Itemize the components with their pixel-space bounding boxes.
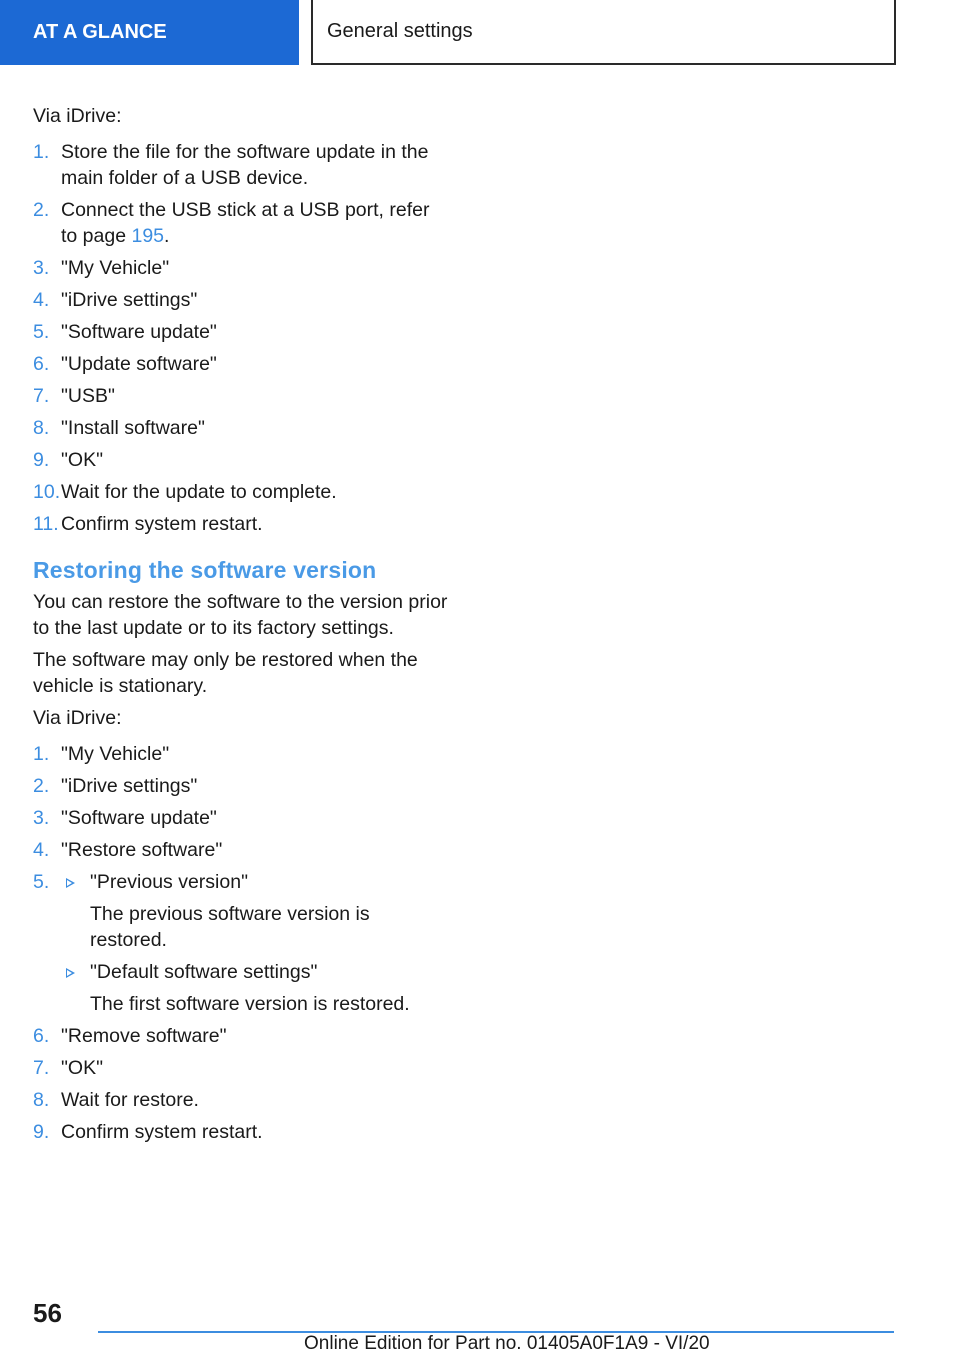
step-number: 9.	[33, 449, 50, 471]
list-item	[33, 741, 449, 767]
step-text: "Software update"	[61, 807, 217, 829]
option-item	[61, 959, 449, 1017]
step-number: 1.	[33, 743, 50, 765]
step-number: 6.	[33, 353, 50, 375]
section-tab	[0, 0, 299, 65]
step-number: 7.	[33, 1057, 50, 1079]
step-text: Confirm system restart.	[61, 513, 263, 535]
footer-edition: Online Edition for Part no. 01405A0F1A9 - VI/20	[304, 1333, 710, 1354]
restore-paragraph: You can restore the software to the version prior to the last update or to its factory settings.	[33, 591, 448, 639]
step-text: "My Vehicle"	[61, 743, 170, 765]
update-steps	[33, 139, 449, 537]
step-number: 3.	[33, 807, 50, 829]
step-number: 10.	[33, 481, 61, 503]
chapter-tab	[311, 0, 896, 65]
step-number: 11.	[33, 513, 59, 535]
step-text: "Remove software"	[61, 1025, 227, 1047]
list-item	[33, 1119, 449, 1145]
step-number: 1.	[33, 141, 50, 163]
list-item	[33, 1023, 449, 1049]
step-number: 4.	[33, 839, 50, 861]
list-item	[33, 1055, 449, 1081]
list-item	[33, 139, 449, 191]
step-text: "USB"	[61, 385, 115, 407]
list-item	[33, 511, 449, 537]
step-text: "OK"	[61, 449, 104, 471]
step-number: 2.	[33, 199, 50, 221]
intro-via-idrive: Via iDrive:	[33, 707, 122, 729]
list-item	[33, 805, 449, 831]
step-number: 9.	[33, 1121, 50, 1143]
list-item	[33, 351, 449, 377]
restore-steps	[33, 741, 449, 1145]
option-item	[61, 869, 449, 953]
restore-paragraph: The software may only be restored when the vehicle is stationary.	[33, 649, 418, 697]
step-text: Store the file for the software update in the main folder of a USB device.	[61, 141, 429, 189]
option-description: The first software version is restored.	[90, 993, 410, 1015]
list-item	[33, 415, 449, 441]
list-item	[33, 319, 449, 345]
step-number: 8.	[33, 417, 50, 439]
step-number: 5.	[33, 871, 50, 893]
list-item	[33, 837, 449, 863]
step-number: 2.	[33, 775, 50, 797]
step-text: "OK"	[61, 1057, 104, 1079]
intro-via-idrive: Via iDrive:	[33, 105, 122, 127]
chapter-title: General settings	[327, 20, 473, 42]
option-description: The previous software version is restored.	[90, 903, 370, 951]
step-text: "Install software"	[61, 417, 205, 439]
list-item	[33, 479, 449, 505]
page-reference-link[interactable]: 195	[131, 225, 165, 247]
step-number: 3.	[33, 257, 50, 279]
list-item	[33, 287, 449, 313]
list-item	[33, 869, 449, 1017]
step-number: 8.	[33, 1089, 50, 1111]
step-text-end: .	[164, 225, 170, 247]
step-text: "My Vehicle"	[61, 257, 170, 279]
list-item	[33, 383, 449, 409]
step-number: 6.	[33, 1025, 50, 1047]
step-text: "Restore software"	[61, 839, 223, 861]
step-text: "iDrive settings"	[61, 289, 198, 311]
step-text: "Update software"	[61, 353, 217, 375]
list-item	[33, 773, 449, 799]
step-text: Confirm system restart.	[61, 1121, 263, 1143]
list-item	[33, 1087, 449, 1113]
restore-options	[61, 869, 449, 1017]
step-number: 4.	[33, 289, 50, 311]
step-text: "iDrive settings"	[61, 775, 198, 797]
restore-heading: Restoring the software version	[33, 557, 377, 583]
option-label: "Previous version"	[90, 871, 248, 893]
step-number: 7.	[33, 385, 50, 407]
triangle-bullet-icon	[66, 878, 75, 888]
step-text: "Software update"	[61, 321, 217, 343]
step-number: 5.	[33, 321, 50, 343]
page-number: 56	[33, 1298, 62, 1328]
list-item	[33, 447, 449, 473]
step-text: Wait for restore.	[61, 1089, 199, 1111]
triangle-bullet-icon	[66, 968, 75, 978]
option-label: "Default software settings"	[90, 961, 318, 983]
section-title: AT A GLANCE	[33, 21, 167, 43]
list-item	[33, 197, 449, 249]
list-item	[33, 255, 449, 281]
page-content	[33, 103, 449, 1151]
step-text: Wait for the update to complete.	[61, 481, 337, 503]
step-text: Connect the USB stick at a USB port, refer to page	[61, 199, 430, 247]
